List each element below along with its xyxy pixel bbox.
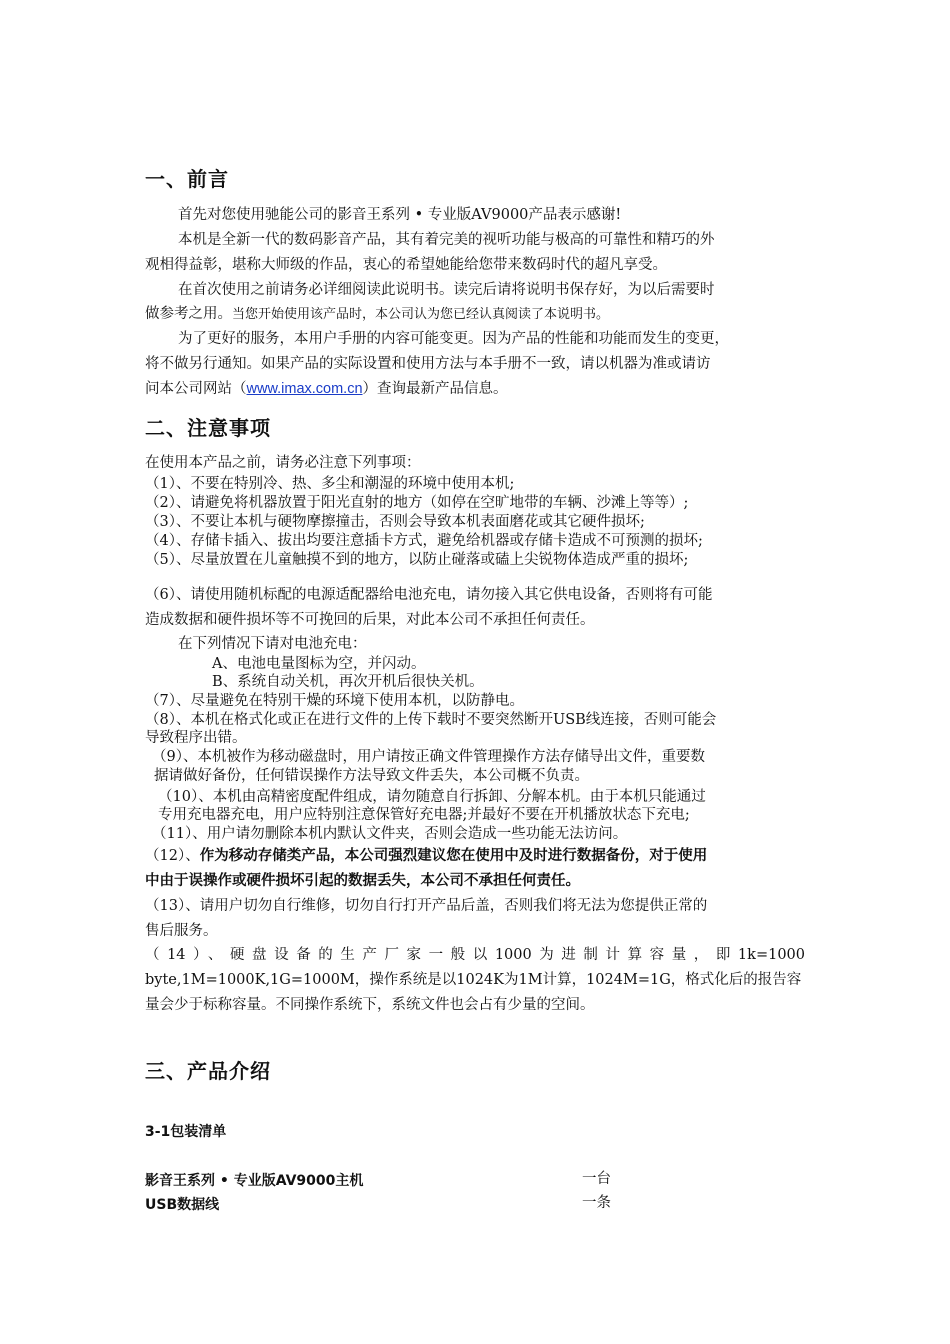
precaution-item-14-line-3: 量会少于标称容量。不同操作系统下，系统文件也会占有少量的空间。: [145, 997, 595, 1013]
precaution-item-10-line-1: （10）、本机由高精密度配件组成，请勿随意自行拆卸、分解本机。由于本机只能通过: [158, 789, 706, 805]
preface-paragraph-4-line-3: [145, 380, 508, 398]
precaution-item-9-line-1: （9）、本机被作为移动磁盘时，用户请按正确文件管理操作方法存储导出文件，重要数: [152, 749, 705, 765]
precaution-item-5: （5）、尽量放置在儿童触摸不到的地方，以防止碰落或磕上尖锐物体造成严重的损坏;: [145, 552, 689, 568]
precaution-item-10-line-2: 专用充电器充电，用户应特别注意保管好充电器;并最好不要在开机播放状态下充电;: [158, 807, 690, 823]
preface-paragraph-2-line-2: 观相得益彰，堪称大师级的作品，衷心的希望她能给您带来数码时代的超凡享受。: [145, 257, 667, 273]
precaution-item-1: （1）、不要在特别冷、热、多尘和潮湿的环境中使用本机;: [145, 476, 515, 492]
packing-item-qty: 一台: [582, 1171, 611, 1187]
precaution-item-13-line-1: （13）、请用户切勿自行维修，切勿自行打开产品后盖，否则我们将无法为您提供正常的: [145, 898, 708, 914]
preface-paragraph-3-line-1: 在首次使用之前请务必详细阅读此说明书。读完后请将说明书保存好，为以后需要时: [178, 282, 715, 298]
precaution-item-12-line-2: 中由于误操作或硬件损坏引起的数据丢失，本公司不承担任何责任。: [145, 873, 580, 889]
precaution-item-4: （4）、存储卡插入、拔出均要注意插卡方式，避免给机器或存储卡造成不可预测的损坏;: [145, 533, 703, 549]
preface-p3-small-text: 当您开始使用该产品时，本公司认为您已经认真阅读了本说明书。: [232, 307, 610, 322]
section-title-product-intro: 三、产品介绍: [145, 1059, 271, 1083]
item-12-bold-text: 作为移动存储类产品，本公司强烈建议您在使用中及时进行数据备份，对于使用: [199, 848, 708, 864]
preface-paragraph-3-line-2: [145, 305, 609, 324]
precaution-item-7: （7）、尽量避免在特别干燥的环境下使用本机，以防静电。: [145, 693, 524, 709]
precaution-item-13-line-2: 售后服务。: [145, 923, 218, 939]
charge-condition-a: A、电池电量图标为空，并闪动。: [212, 656, 426, 672]
preface-paragraph-4-line-2: 将不做另行通知。如果产品的实际设置和使用方法与本手册不一致，请以机器为准或请访: [145, 356, 711, 372]
preface-paragraph-2-line-1: 本机是全新一代的数码影音产品，其有着完美的视听功能与极高的可靠性和精巧的外: [178, 232, 715, 248]
precaution-item-8-line-1: （8）、本机在格式化或正在进行文件的上传下载时不要突然断开USB线连接，否则可能会: [145, 712, 717, 728]
precaution-item-6-line-2: 造成数据和硬件损坏等不可挽回的后果，对此本公司不承担任何责任。: [145, 612, 595, 628]
preface-p3-text: 做参考之用。: [145, 306, 232, 322]
charge-condition-b: B、系统自动关机，再次开机后很快关机。: [212, 674, 484, 690]
packing-item-name: 影音王系列 • 专业版AV9000主机: [145, 1173, 364, 1189]
precautions-intro: 在使用本产品之前，请务必注意下列事项：: [145, 455, 421, 471]
website-suffix: ）查询最新产品信息。: [362, 381, 508, 397]
packing-item-name: USB数据线: [145, 1197, 220, 1213]
website-link[interactable]: www.imax.com.cn: [246, 381, 363, 397]
precaution-item-2: （2）、请避免将机器放置于阳光直射的地方（如停在空旷地带的车辆、沙滩上等等）;: [145, 495, 689, 511]
section-title-precautions: 二、注意事项: [145, 416, 271, 440]
precaution-item-14-line-1: （14）、硬盘设备的生产厂家一般以1000为进制计算容量，即1k=1000: [145, 947, 805, 963]
precaution-item-8-line-2: 导致程序出错。: [145, 730, 247, 746]
item-12-number: （12）、: [145, 848, 200, 864]
charge-conditions-intro: 在下列情况下请对电池充电：: [178, 636, 367, 652]
precaution-item-14-line-2: byte,1M=1000K,1G=1000M，操作系统是以1024K为1M计算，1024M=1G，格式化后的报告容: [145, 972, 802, 988]
website-prefix: 问本公司网站（: [145, 381, 247, 397]
precaution-item-3: （3）、不要让本机与硬物摩擦撞击，否则会导致本机表面磨花或其它硬件损坏;: [145, 514, 645, 530]
precaution-item-6-line-1: （6）、请使用随机标配的电源适配器给电池充电，请勿接入其它供电设备，否则将有可能: [145, 587, 713, 603]
preface-paragraph-4-line-1: 为了更好的服务，本用户手册的内容可能变更。因为产品的性能和功能而发生的变更，: [178, 331, 729, 347]
section-title-preface: 一、前言: [145, 167, 229, 191]
preface-paragraph-1: 首先对您使用驰能公司的影音王系列 • 专业版AV9000产品表示感谢!: [178, 207, 622, 223]
packing-list-heading: 3-1包装清单: [145, 1124, 227, 1140]
precaution-item-11: （11）、用户请勿删除本机内默认文件夹，否则会造成一些功能无法访问。: [152, 826, 628, 842]
packing-item-qty: 一条: [582, 1195, 611, 1211]
precaution-item-9-line-2: 据请做好备份，任何错误操作方法导致文件丢失，本公司概不负责。: [154, 768, 589, 784]
precaution-item-12-line-1: [145, 847, 707, 865]
